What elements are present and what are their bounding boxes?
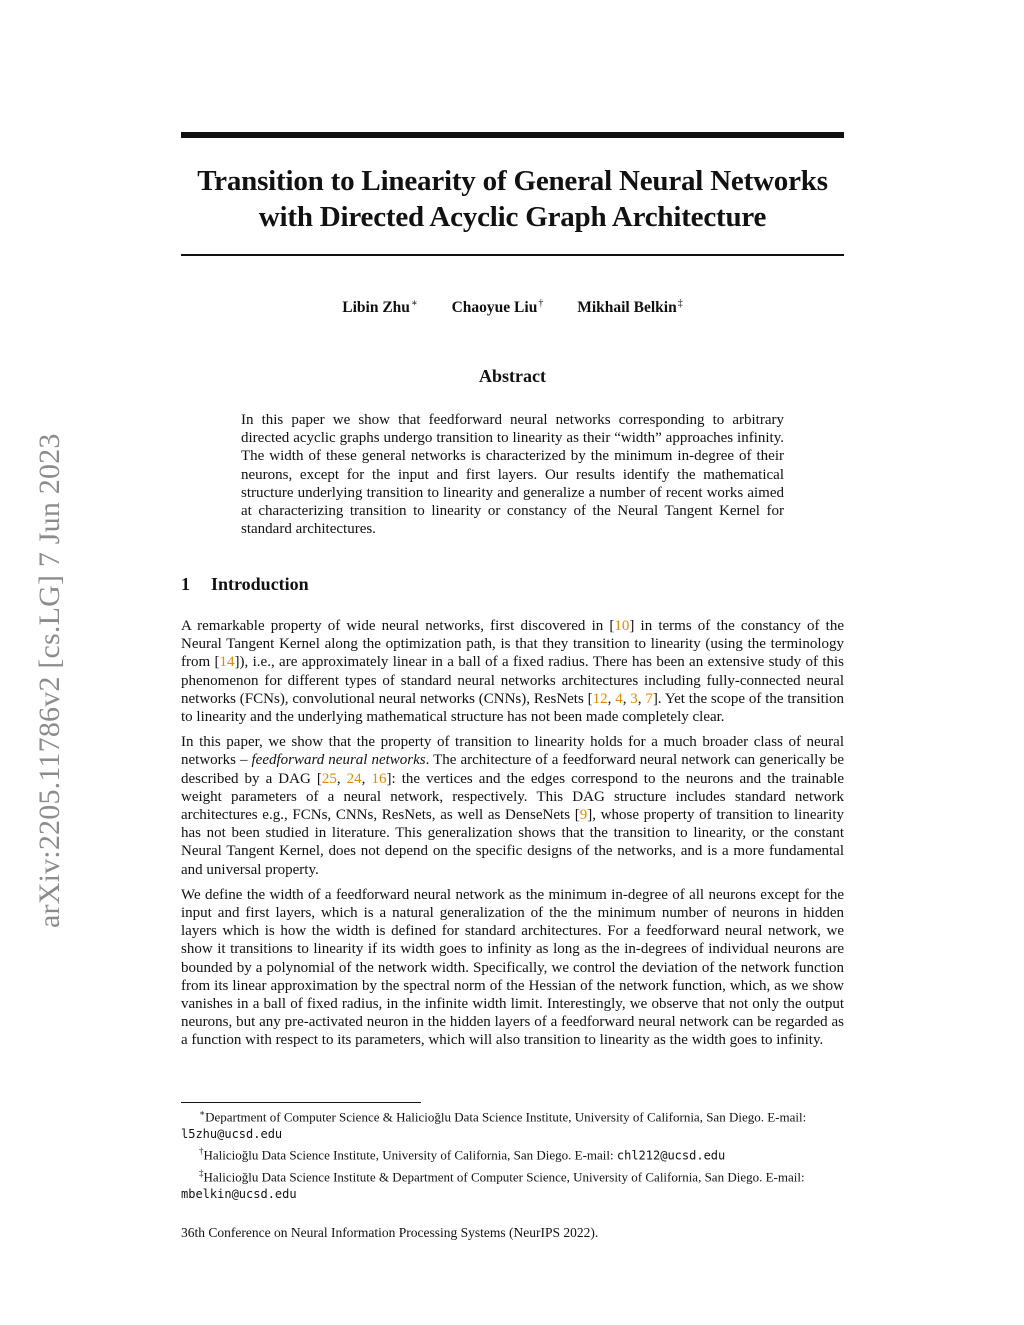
author: [577, 298, 683, 317]
footnote-rule: [181, 1102, 421, 1103]
author-list: [181, 298, 844, 317]
paragraph: A remarkable property of wide neural networks, first discovered in [10] in terms of the constancy of the Neural Tangent Kernel along the optimization path, is that they transition to linearity (using the terminology from [14]), i.e., are approximately linear in a ball of a fixed radius. There has been an extensive study of this phenomenon for different types of standard neural networks architectures including fully-connected neural networks (FCNs), convolutional neural networks (CNNs), ResNets [12, 4, 3, 7]. Yet the scope of the transition to linearity and the underlying mathematical structure has not been made completely clear.: [181, 618, 845, 726]
abstract-text: In this paper we show that feedforward neural networks corresponding to arbitrary directed acyclic graphs undergo transition to linearity as their “width” approaches infinity. The width of these general networks is characterized by the minimum in-degree of their neurons, except for the input and first layers. Our results identify the mathematical structure underlying transition to linearity and generalize a number of recent works aimed at characterizing transition to linearity or constancy of the Neural Tangent Kernel for standard architectures.: [241, 412, 784, 538]
citation-link[interactable]: 16: [371, 770, 387, 787]
author: [342, 298, 417, 317]
footnote: †Halicioğlu Data Science Institute, University of California, San Diego. E-mail: chl212@ucsd.edu: [199, 1146, 726, 1163]
title-bottom-rule: [181, 254, 844, 256]
conference-note: 36th Conference on Neural Information Processing Systems (NeurIPS 2022).: [181, 1225, 599, 1240]
citation-link[interactable]: 9: [579, 807, 588, 824]
title-line-2: with Directed Acyclic Graph Architecture: [258, 201, 767, 233]
emphasis: feedforward neural networks: [251, 752, 426, 769]
footnote: ‡Halicioğlu Data Science Institute & Department of Computer Science, University of California, San Diego. E-mail: mbelkin@ucsd.edu: [181, 1167, 805, 1201]
section-number: 1: [181, 574, 190, 594]
author-name: Chaoyue Liu: [451, 299, 538, 317]
email-link[interactable]: l5zhu@ucsd.edu: [181, 1127, 283, 1142]
citation-link[interactable]: 24: [346, 770, 362, 787]
paragraph: In this paper, we show that the property of transition to linearity holds for a much broader class of neural networks – feedforward neural networks. The architecture of a feedforward neural network can generically be described by a DAG [25, 24, 16]: the vertices and the edges correspond to the neurons and the trainable weight parameters of a neural network, respectively. This DAG structure includes standard network architectures e.g., FCNs, CNNs, ResNets, as well as DenseNets [9], whose property of transition to linearity has not been studied in literature. This generalization shows that the transition to linearity, or the constant Neural Tangent Kernel, does not depend on the specific designs of the networks, and is a more fundamental and universal property.: [181, 734, 845, 878]
title-line-1: Transition to Linearity of General Neural Networks: [197, 165, 828, 197]
footnote-mark: ‡: [677, 298, 683, 309]
paper-title: [181, 163, 844, 235]
author-name: Mikhail Belkin: [577, 299, 677, 317]
citation-link[interactable]: 10: [614, 618, 630, 634]
title-top-rule: [181, 132, 844, 138]
arxiv-side-stamp: arXiv:2205.11786v2 [cs.LG] 7 Jun 2023: [33, 433, 66, 928]
footnote-mark: ∗: [410, 298, 418, 309]
section-heading: [181, 574, 309, 595]
footnote-mark: †: [538, 298, 544, 309]
author: [452, 298, 544, 317]
author-name: Libin Zhu: [342, 299, 410, 317]
citation-link[interactable]: 12: [592, 690, 608, 707]
citation-link[interactable]: 7: [645, 690, 653, 707]
footnote: ∗Department of Computer Science & Halicioğlu Data Science Institute, University of California, San Diego. E-mail: l5zhu@ucsd.edu: [181, 1108, 807, 1142]
citation-link[interactable]: 4: [615, 690, 623, 707]
body-text: [181, 617, 844, 1057]
email-link[interactable]: mbelkin@ucsd.edu: [181, 1186, 297, 1201]
footnotes: [181, 1105, 844, 1203]
citation-link[interactable]: 3: [630, 690, 638, 707]
citation-link[interactable]: 25: [321, 770, 337, 787]
abstract-heading: Abstract: [479, 366, 546, 386]
paragraph: We define the width of a feedforward neural network as the minimum in-degree of all neurons except for the input and first layers, which is a natural generalization of the the minimum number of neurons in hidden layers which is how the width is defined for standard architectures. For a feedforward neural network, we show it transitions to linearity if its width goes to infinity as long as the in-degrees of individual neurons are bounded by a polynomial of the network width. Specifically, we control the deviation of the network function from its linear approximation by the spectral norm of the Hessian of the network function, which, as we show vanishes in a ball of fixed radius, in the infinite width limit. Interestingly, we observe that not only the output neurons, but any pre-activated neuron in the hidden layers of a feedforward neural network can be regarded as a function with respect to its parameters, which will also transition to linearity as the width goes to infinity.: [181, 886, 844, 1049]
citation-link[interactable]: 14: [219, 654, 235, 671]
section-title: Introduction: [211, 574, 309, 594]
email-link[interactable]: chl212@ucsd.edu: [616, 1148, 726, 1163]
